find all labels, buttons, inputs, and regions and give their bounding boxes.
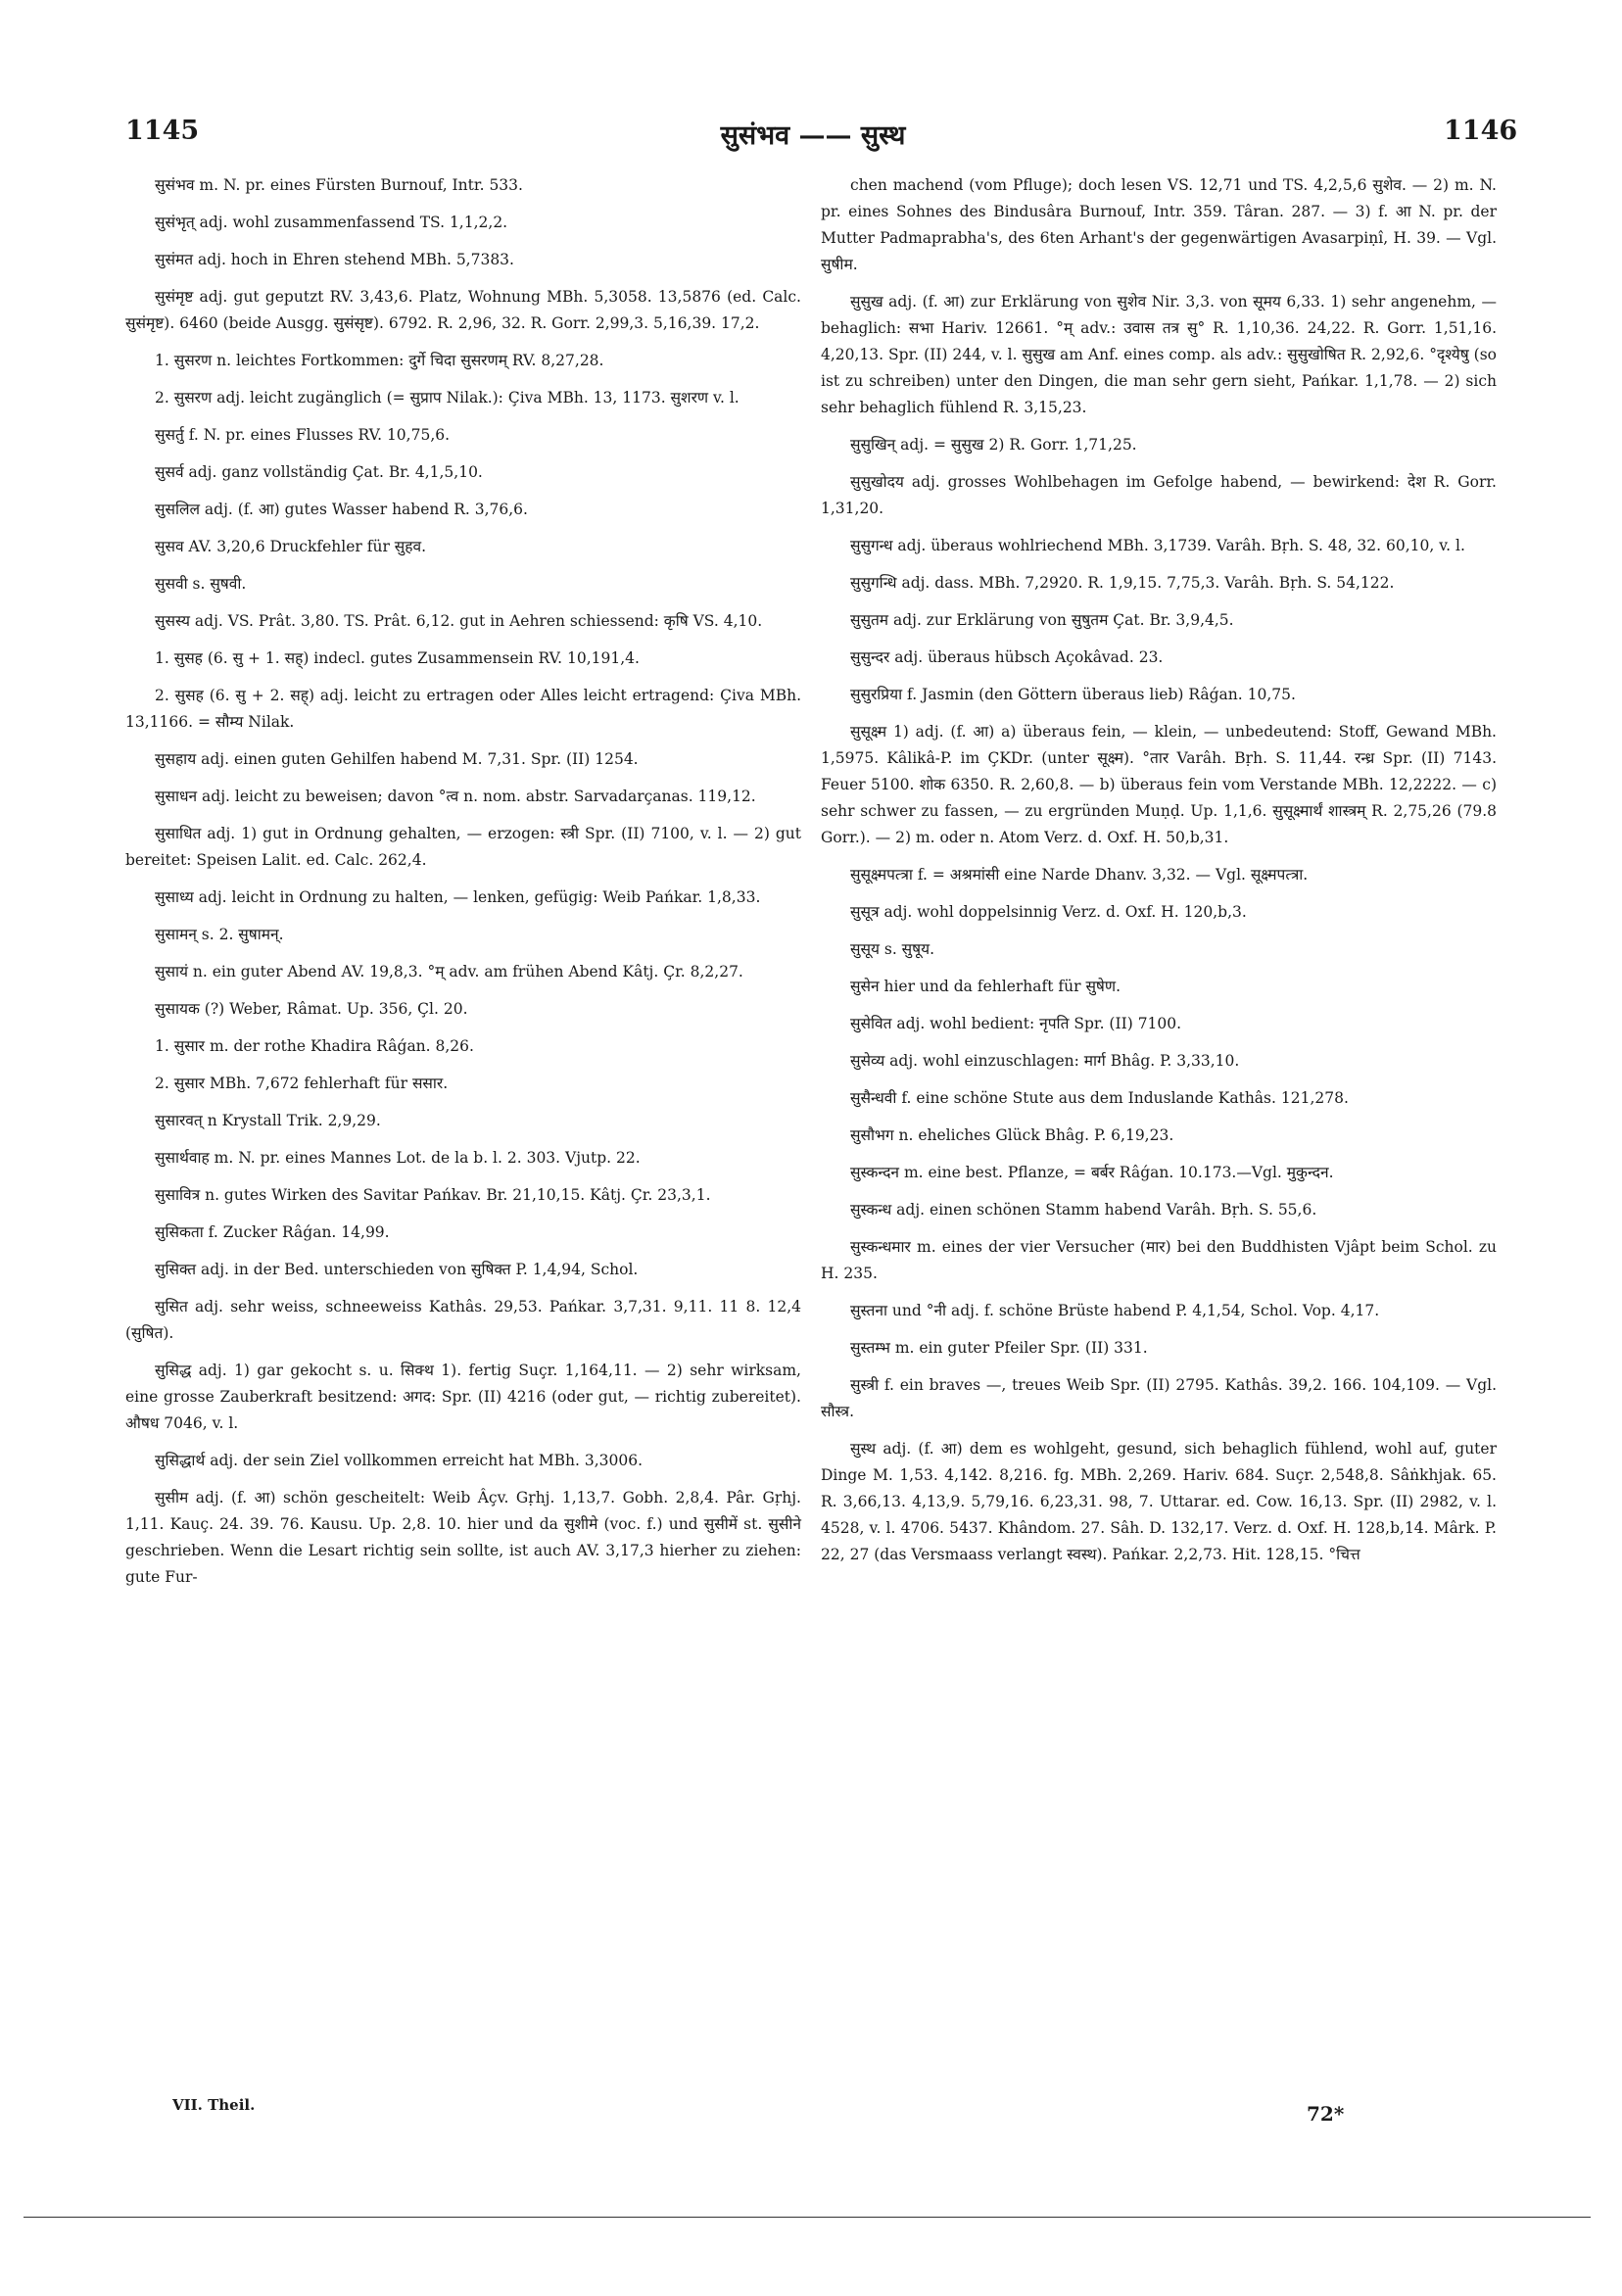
dictionary-entry: सुसिक्त adj. in der Bed. unterschieden von सुषिक्त P. 1,4,94, Schol. <box>155 1261 639 1278</box>
dictionary-entry: सुस्तना und °नी adj. f. schöne Brüste habend P. 4,1,54, Schol. Vop. 4,17. <box>850 1302 1380 1319</box>
dictionary-entry: 1. सुसरण n. leichtes Fortkommen: दुर्गे चिदा सुसरणम् RV. 8,27,28. <box>155 352 604 369</box>
bottom-rule <box>24 2217 1591 2218</box>
dictionary-entry: 2. सुसह (6. सु + 2. सह्) adj. leicht zu ertragen oder Alles leicht ertragend: Çiva MBh. 13,1166. = सौम्य Nilak. <box>125 687 801 731</box>
dictionary-entry: सुसैन्धवी f. eine schöne Stute aus dem Induslande Kathâs. 121,278. <box>850 1089 1349 1107</box>
signature-mark: 72* <box>1307 2102 1345 2126</box>
dictionary-entry: सुसंभव m. N. pr. eines Fürsten Burnouf, Intr. 533. <box>155 176 523 194</box>
dictionary-entry: सुसव AV. 3,20,6 Druckfehler für सुहव. <box>155 538 427 555</box>
dictionary-entry: सुस्कन्धमार m. eines der vier Versucher (मार) bei den Buddhisten Vjâpt beim Schol. zu H. 235. <box>821 1238 1497 1282</box>
dictionary-entry: chen machend (vom Pfluge); doch lesen VS. 12,71 und TS. 4,2,5,6 सुशेव. — 2) m. N. pr. eines Sohnes des Bindusâra Burnouf, Intr. 359. Târan. 287. — 3) f. आ N. pr. der Mutter Padmaprabha's, des 6ten Arhant's der gegenwärtigen Avasarpiṇî, H. 39. — Vgl. सुषीम. <box>821 176 1497 273</box>
dictionary-entry: सुसेवित adj. wohl bedient: नृपति Spr. (II) 7100. <box>850 1015 1182 1032</box>
page-number-right: 1146 <box>1444 116 1518 146</box>
dictionary-entry: 1. सुसह (6. सु + 1. सह्) indecl. gutes Zusammensein RV. 10,191,4. <box>155 649 640 667</box>
page-header <box>0 116 1622 165</box>
dictionary-entry: सुस्कन्दन m. eine best. Pflanze, = बर्बर Râǵan. 10.173.—Vgl. मुकुन्दन. <box>850 1164 1334 1181</box>
right-column <box>821 172 1497 1579</box>
dictionary-entry: सुसाधन adj. leicht zu beweisen; davon °त्व n. nom. abstr. Sarvadarçanas. 119,12. <box>155 788 756 805</box>
dictionary-entry: सुसिकता f. Zucker Râǵan. 14,99. <box>155 1223 390 1241</box>
dictionary-entry: सुसूक्ष्मपत्त्रा f. = अश्रमांसी eine Narde Dhanv. 3,32. — Vgl. सूक्ष्मपत्त्रा. <box>850 866 1309 884</box>
volume-label: VII. Theil. <box>172 2096 256 2114</box>
dictionary-entry: सुसंमृष्ट adj. gut geputzt RV. 3,43,6. Platz, Wohnung MBh. 5,3058. 13,5876 (ed. Calc. सुसंमृष्ट). 6460 (beide Ausgg. सुसंसृष्ट). 6792. R. 2,96, 32. R. Gorr. 2,99,3. 5,16,39. 17,2. <box>125 288 801 332</box>
dictionary-entry: सुसुन्दर adj. überaus hübsch Açokâvad. 23. <box>850 648 1164 666</box>
dictionary-entry: सुसामन् s. 2. सुषामन्. <box>155 926 284 943</box>
dictionary-entry: सुसेन hier und da fehlerhaft für सुषेण. <box>850 978 1121 995</box>
dictionary-entry: सुसूत्र adj. wohl doppelsinnig Verz. d. Oxf. H. 120,b,3. <box>850 903 1247 921</box>
dictionary-entry: सुसूक्ष्म 1) adj. (f. आ) a) überaus fein, — klein, — unbedeutend: Stoff, Gewand MBh. 1,5975. Kâlikâ-P. im ÇKDr. (unter सूक्ष्म). °तार Varâh. Bṛh. S. 11,44. रन्ध्र Spr. (II) 7143. Feuer 5100. शोक 6350. R. 2,60,8. — b) überaus fein vom Verstande MBh. 12,2222. — c) sehr schwer zu fassen, — zu ergründen Muṇḍ. Up. 1,1,6. सुसूक्ष्मार्थं शास्त्रम् R. 2,75,26 (79.8 Gorr.). — 2) m. oder n. Atom Verz. d. Oxf. H. 50,b,31. <box>821 723 1497 846</box>
dictionary-entry: सुसित adj. sehr weiss, schneeweiss Kathâs. 29,53. Pańkar. 3,7,31. 9,11. 11 8. 12,4 (सुषित). <box>125 1298 801 1342</box>
dictionary-entry: 2. सुसरण adj. leicht zugänglich (= सुप्राप Nilak.): Çiva MBh. 13, 1173. सुशरण v. l. <box>155 389 739 407</box>
dictionary-entry: सुसंभृत् adj. wohl zusammenfassend TS. 1,1,2,2. <box>155 214 508 231</box>
dictionary-entry: सुसुगन्ध adj. überaus wohlriechend MBh. 3,1739. Varâh. Bṛh. S. 48, 32. 60,10, v. l. <box>850 537 1465 554</box>
dictionary-entry: सुसुगन्धि adj. dass. MBh. 7,2920. R. 1,9,15. 7,75,3. Varâh. Bṛh. S. 54,122. <box>850 574 1395 592</box>
dictionary-entry: सुसावित्र n. gutes Wirken des Savitar Pańkav. Br. 21,10,15. Kâtj. Çr. 23,3,1. <box>155 1186 711 1204</box>
dictionary-entry: सुसाधित adj. 1) gut in Ordnung gehalten, — erzogen: स्त्री Spr. (II) 7100, v. l. — 2) gut bereitet: Speisen Lalit. ed. Calc. 262,4. <box>125 825 801 869</box>
dictionary-entry: 1. सुसार m. der rothe Khadira Râǵan. 8,26. <box>155 1037 474 1055</box>
running-title: सुसंभव —— सुस्थ <box>720 120 906 151</box>
dictionary-entry: सुस्थ adj. (f. आ) dem es wohlgeht, gesund, sich behaglich fühlend, wohl auf, guter Dinge M. 1,53. 4,142. 8,216. fg. MBh. 2,269. Hariv. 684. Suçr. 2,548,8. Sâṅkhjak. 65. R. 3,66,13. 4,13,9. 5,79,16. 6,23,31. 98, 7. Uttarar. ed. Cow. 16,13. Spr. (II) 2982, v. l. 4528, v. l. 4706. 5437. Khândom. 27. Sâh. D. 132,17. Verz. d. Oxf. H. 128,b,14. Mârk. P. 22, 27 (das Versmaass verlangt स्वस्थ). Pańkar. 2,2,73. Hit. 128,15. °चित्त <box>821 1440 1497 1563</box>
dictionary-entry: सुस्त्री f. ein braves —, treues Weib Spr. (II) 2795. Kathâs. 39,2. 166. 104,109. — Vgl. सौस्त्र. <box>821 1376 1497 1420</box>
dictionary-entry: 2. सुसार MBh. 7,672 fehlerhaft für ससार. <box>155 1075 449 1092</box>
dictionary-entry: सुसायं n. ein guter Abend AV. 19,8,3. °म् adv. am frühen Abend Kâtj. Çr. 8,2,27. <box>155 963 743 981</box>
dictionary-entry: सुसौभग n. eheliches Glück Bhâg. P. 6,19,23. <box>850 1126 1174 1144</box>
dictionary-entry: सुसार्थवाह m. N. pr. eines Mannes Lot. de la b. l. 2. 303. Vjutp. 22. <box>155 1149 641 1167</box>
dictionary-entry: सुसुखोदय adj. grosses Wohlbehagen im Gefolge habend, — bewirkend: देश R. Gorr. 1,31,20. <box>821 473 1497 517</box>
dictionary-entry: सुसीम adj. (f. आ) schön gescheitelt: Weib Âçv. Gṛhj. 1,13,7. Gobh. 2,8,4. Pâr. Gṛhj. 1,11. Kauç. 24. 39. 76. Kausu. Up. 2,8. 10. hier und da सुशीमे (voc. f.) und सुसीमें st. सुसीने geschrieben. Wenn die Lesart richtig sein sollte, ist auch AV. 3,17,3 hierher zu ziehen: gute Fur- <box>125 1489 801 1586</box>
left-column <box>125 172 801 1602</box>
dictionary-entry: सुसाध्य adj. leicht in Ordnung zu halten, — lenken, gefügig: Weib Pańkar. 1,8,33. <box>155 888 761 906</box>
dictionary-entry: सुस्तम्भ m. ein guter Pfeiler Spr. (II) 331. <box>850 1339 1148 1357</box>
dictionary-entry: सुसिद्धार्थ adj. der sein Ziel vollkommen erreicht hat MBh. 3,3006. <box>155 1452 644 1469</box>
dictionary-entry: सुसुखिन् adj. = सुसुख 2) R. Gorr. 1,71,25. <box>850 436 1137 454</box>
dictionary-entry: सुसायक (?) Weber, Râmat. Up. 356, Çl. 20. <box>155 1000 468 1018</box>
dictionary-entry: सुसवी s. सुषवी. <box>155 575 247 593</box>
dictionary-entry: सुस्कन्ध adj. einen schönen Stamm habend Varâh. Bṛh. S. 55,6. <box>850 1201 1317 1219</box>
dictionary-entry: सुसर्तु f. N. pr. eines Flusses RV. 10,75,6. <box>155 426 451 444</box>
dictionary-entry: सुसंमत adj. hoch in Ehren stehend MBh. 5,7383. <box>155 251 514 268</box>
dictionary-entry: सुसारवत् n Krystall Trik. 2,9,29. <box>155 1112 381 1129</box>
dictionary-entry: सुसस्य adj. VS. Prât. 3,80. TS. Prât. 6,12. gut in Aehren schiessend: कृषि VS. 4,10. <box>155 612 763 630</box>
page-number-left: 1145 <box>125 116 200 146</box>
dictionary-entry: सुसहाय adj. einen guten Gehilfen habend M. 7,31. Spr. (II) 1254. <box>155 750 639 768</box>
dictionary-entry: सुसूय s. सुषूय. <box>850 940 935 958</box>
dictionary-entry: सुसर्व adj. ganz vollständig Çat. Br. 4,1,5,10. <box>155 463 483 481</box>
dictionary-entry: सुसिद्ध adj. 1) gar gekocht s. u. सिक्थ 1). fertig Suçr. 1,164,11. — 2) sehr wirksam, eine grosse Zauberkraft besitzend: अगद: Spr. (II) 4216 (oder gut, — richtig zubereitet). औषध 7046, v. l. <box>125 1362 801 1432</box>
dictionary-entry: सुसलिल adj. (f. आ) gutes Wasser habend R. 3,76,6. <box>155 501 528 518</box>
dictionary-entry: सुसुतम adj. zur Erklärung von सुषुतम Çat. Br. 3,9,4,5. <box>850 611 1234 629</box>
dictionary-entry: सुसुरप्रिया f. Jasmin (den Göttern überaus lieb) Râǵan. 10,75. <box>850 686 1296 703</box>
dictionary-entry: सुसेव्य adj. wohl einzuschlagen: मार्ग Bhâg. P. 3,33,10. <box>850 1052 1240 1070</box>
dictionary-entry: सुसुख adj. (f. आ) zur Erklärung von सुशेव Nir. 3,3. von सूमय 6,33. 1) sehr angenehm, — behaglich: सभा Hariv. 12661. °म् adv.: उवास तत्र सु° R. 1,10,36. 24,22. R. Gorr. 1,51,16. 4,20,13. Spr. (II) 244, v. l. सुसुख am Anf. eines comp. als adv.: सुसुखोषित R. 2,92,6. °दृश्येषु (so ist zu schreiben) unter den Dingen, die man sehr gern sieht, Pańkar. 1,1,78. — 2) sich sehr behaglich fühlend R. 3,15,23. <box>821 293 1497 416</box>
